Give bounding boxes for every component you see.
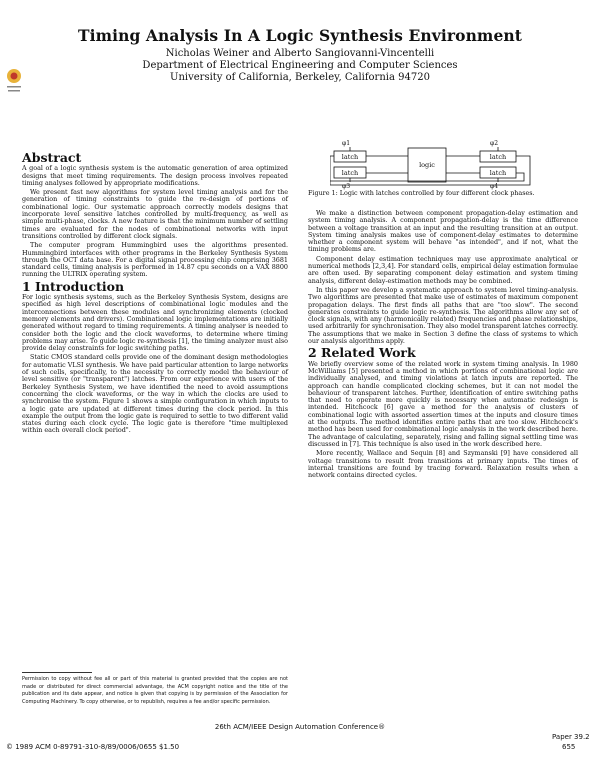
body-paragraph: In this paper we develop a systematic approach to system level timing-analysis. Two algorithms are presented that make use of estimates of maximum component propagation delays. The first finds all paths that are "too slow". The second generates constraints to guide logic re-synthesis. The algorithms allow any set of clock signals, with any (harmonically related) frequencies and phase relationships, used arbitrarily for synchronisation. They also model transparent latches correctly. The assumptions that we make in Section 3 define the class of systems to which our analysis algorithms apply. — [308, 285, 578, 346]
clock-phase-label: φ4 — [490, 183, 499, 190]
abstract-heading: Abstract — [22, 150, 82, 165]
clock-phase-label: φ3 — [342, 183, 351, 190]
figure-1-caption: Figure 1: Logic with latches controlled by four different clock phases. — [308, 189, 535, 197]
clock-phase-label: φ2 — [490, 140, 499, 147]
left-column — [22, 150, 288, 437]
related-work-paragraph: More recently, Wallace and Sequin [8] and Szymanski [9] have considered all voltage transitions to result from transitions at primary inputs. The times of internal transitions are found by tracing forward. Relaxation results when a network contains directed cycles. — [308, 449, 578, 480]
figure-1-diagram — [330, 140, 570, 190]
clock-phase-label: φ1 — [342, 140, 351, 147]
right-column — [308, 210, 578, 481]
related-work-paragraph: We briefly overview some of the related work in system timing analysis. In 1980 McWilliams [5] presented a method in which portions of combinational logic are individually analysed, and timing violations at latch inputs are reported. The approach can handle complicated clocking schemes, but it can not model the behaviour of transparent latches. Further, identification of entire switching paths that need to operate more quickly is necessary when automatic redesign is intended. Hitchcock [6] gave a method for the analysis of clusters of combinational logic with assorted assertion times at the inputs and closure times at the outputs. The method identifies entire paths that are too slow. Hitchcock's method has been used for combinational logic analysis in the work described here. The advantage of calculating, separately, rising and falling signal settling time was discussed in [7]. This technique is also used in the work described here. — [308, 359, 578, 448]
page-number: 655 — [562, 743, 576, 751]
logic-label: logic — [419, 161, 435, 169]
copyright-line: © 1989 ACM 0-89791-310-8/89/0006/0655 $1.50 — [6, 743, 180, 751]
introduction-paragraph: For logic synthesis systems, such as the Berkeley Synthesis System, designs are specified as high level descriptions of combinational logic modules and the interconnections between these modules and synchronizing elements (clocked memory elements and drivers). Combinational logic implementations are initially generated without regard to timing requirements. A timing analyser is needed to consider both the logic and the clock waveforms, to determine where timing problems may arise. To guide logic re-synthesis [1], the timing analyzer must also provide delay constraints for logic switching paths. — [22, 293, 288, 353]
latch-label: latch — [341, 169, 359, 177]
abstract-paragraph: A goal of a logic synthesis system is the automatic generation of area optimized designs that meet timing requirements. The design process involves repeated timing analyses followed by appropriate modifications. — [22, 164, 288, 187]
abstract-paragraph: The computer program Hummingbird uses the algorithms presented. Hummingbird interfaces with other programs in the Berkeley Synthesis System through the OCT data base. For a digital signal processing chip comprising 3681 standard cells, timing analysis is performed in 14.87 cpu seconds on a VAX 8800 running the ULTRIX operating system. — [22, 241, 288, 279]
author-department: Department of Electrical Engineering and Computer Sciences — [142, 60, 458, 71]
paper-number: Paper 39.2 — [552, 733, 590, 741]
conference-footer: 26th ACM/IEEE Design Automation Conference® — [214, 723, 386, 731]
paper-title: Timing Analysis In A Logic Synthesis Environment — [77, 26, 523, 45]
introduction-paragraph: Static CMOS standard cells provide one of the dominant design methodologies for automatic VLSI synthesis. We have paid particular attention to large networks of such cells, specifically, to the necessity to correctly model the behaviour of level sensitive (or "transparent") latches. From our experience with users of the Berkeley Synthesis System, we have identified the need to avoid assumptions concerning the clock waveforms, or the way in which the clocks are used to synchronise the system. Figure 1 shows a simple configuration in which inputs to a logic gate are updated at different times during the clock period. In this example the output from the logic gate is required to settle to two different valid states during each clock cycle. The logic gate is therefore "time multiplexed within each overall clock period". — [22, 353, 288, 435]
latch-label: latch — [489, 169, 507, 177]
abstract-paragraph: We present fast new algorithms for system level timing analysis and for the generation of timing constraints to guide the re-design of portions of combinational logic. Our systematic approach correctly models designs that incorporate level sensitive latches controlled by multi-frequency, as well as simple multi-phase, clocks. A new feature is that the minimum number of settling times are evaluated for the nodes of combinational networks with input transitions controlled by different clock signals. — [22, 188, 288, 240]
related-work-heading: 2 Related Work — [308, 345, 416, 361]
archive-stamp-icon — [4, 62, 24, 102]
author-university: University of California, Berkeley, California 94720 — [170, 72, 430, 83]
body-paragraph: Component delay estimation techniques may use approximate analytical or numerical methods [2,3,4]. For standard cells, empirical delay estimation formulae are often used. By separating component delay estimation and system timing analysis, different delay-estimation methods may be combined. — [308, 254, 578, 285]
copyright-permission-notice: Permission to copy without fee all or part of this material is granted provided that the copies are not made or distributed for direct commercial advantage, the ACM copyright notice and the title of the publication and its date appear, and notice is given that copying is by permission of the Association for Computing Machinery. To copy otherwise, or to republish, requires a fee and/or specific permission. — [22, 676, 288, 705]
introduction-heading: 1 Introduction — [22, 278, 125, 294]
paper-authors: Nicholas Weiner and Alberto Sangiovanni-Vincentelli — [165, 48, 435, 59]
footnote-divider — [22, 672, 92, 673]
body-paragraph: We make a distinction between component propagation-delay estimation and system timing analysis. A component propagation-delay is the time difference between a voltage transition at an input and the resulting transition at an output. System timing analysis makes use of component-delay estimates to determine whether a component system will behave "as intended", and if not, what the timing problems are. — [308, 209, 578, 254]
latch-label: latch — [489, 153, 507, 161]
latch-label: latch — [341, 153, 359, 161]
